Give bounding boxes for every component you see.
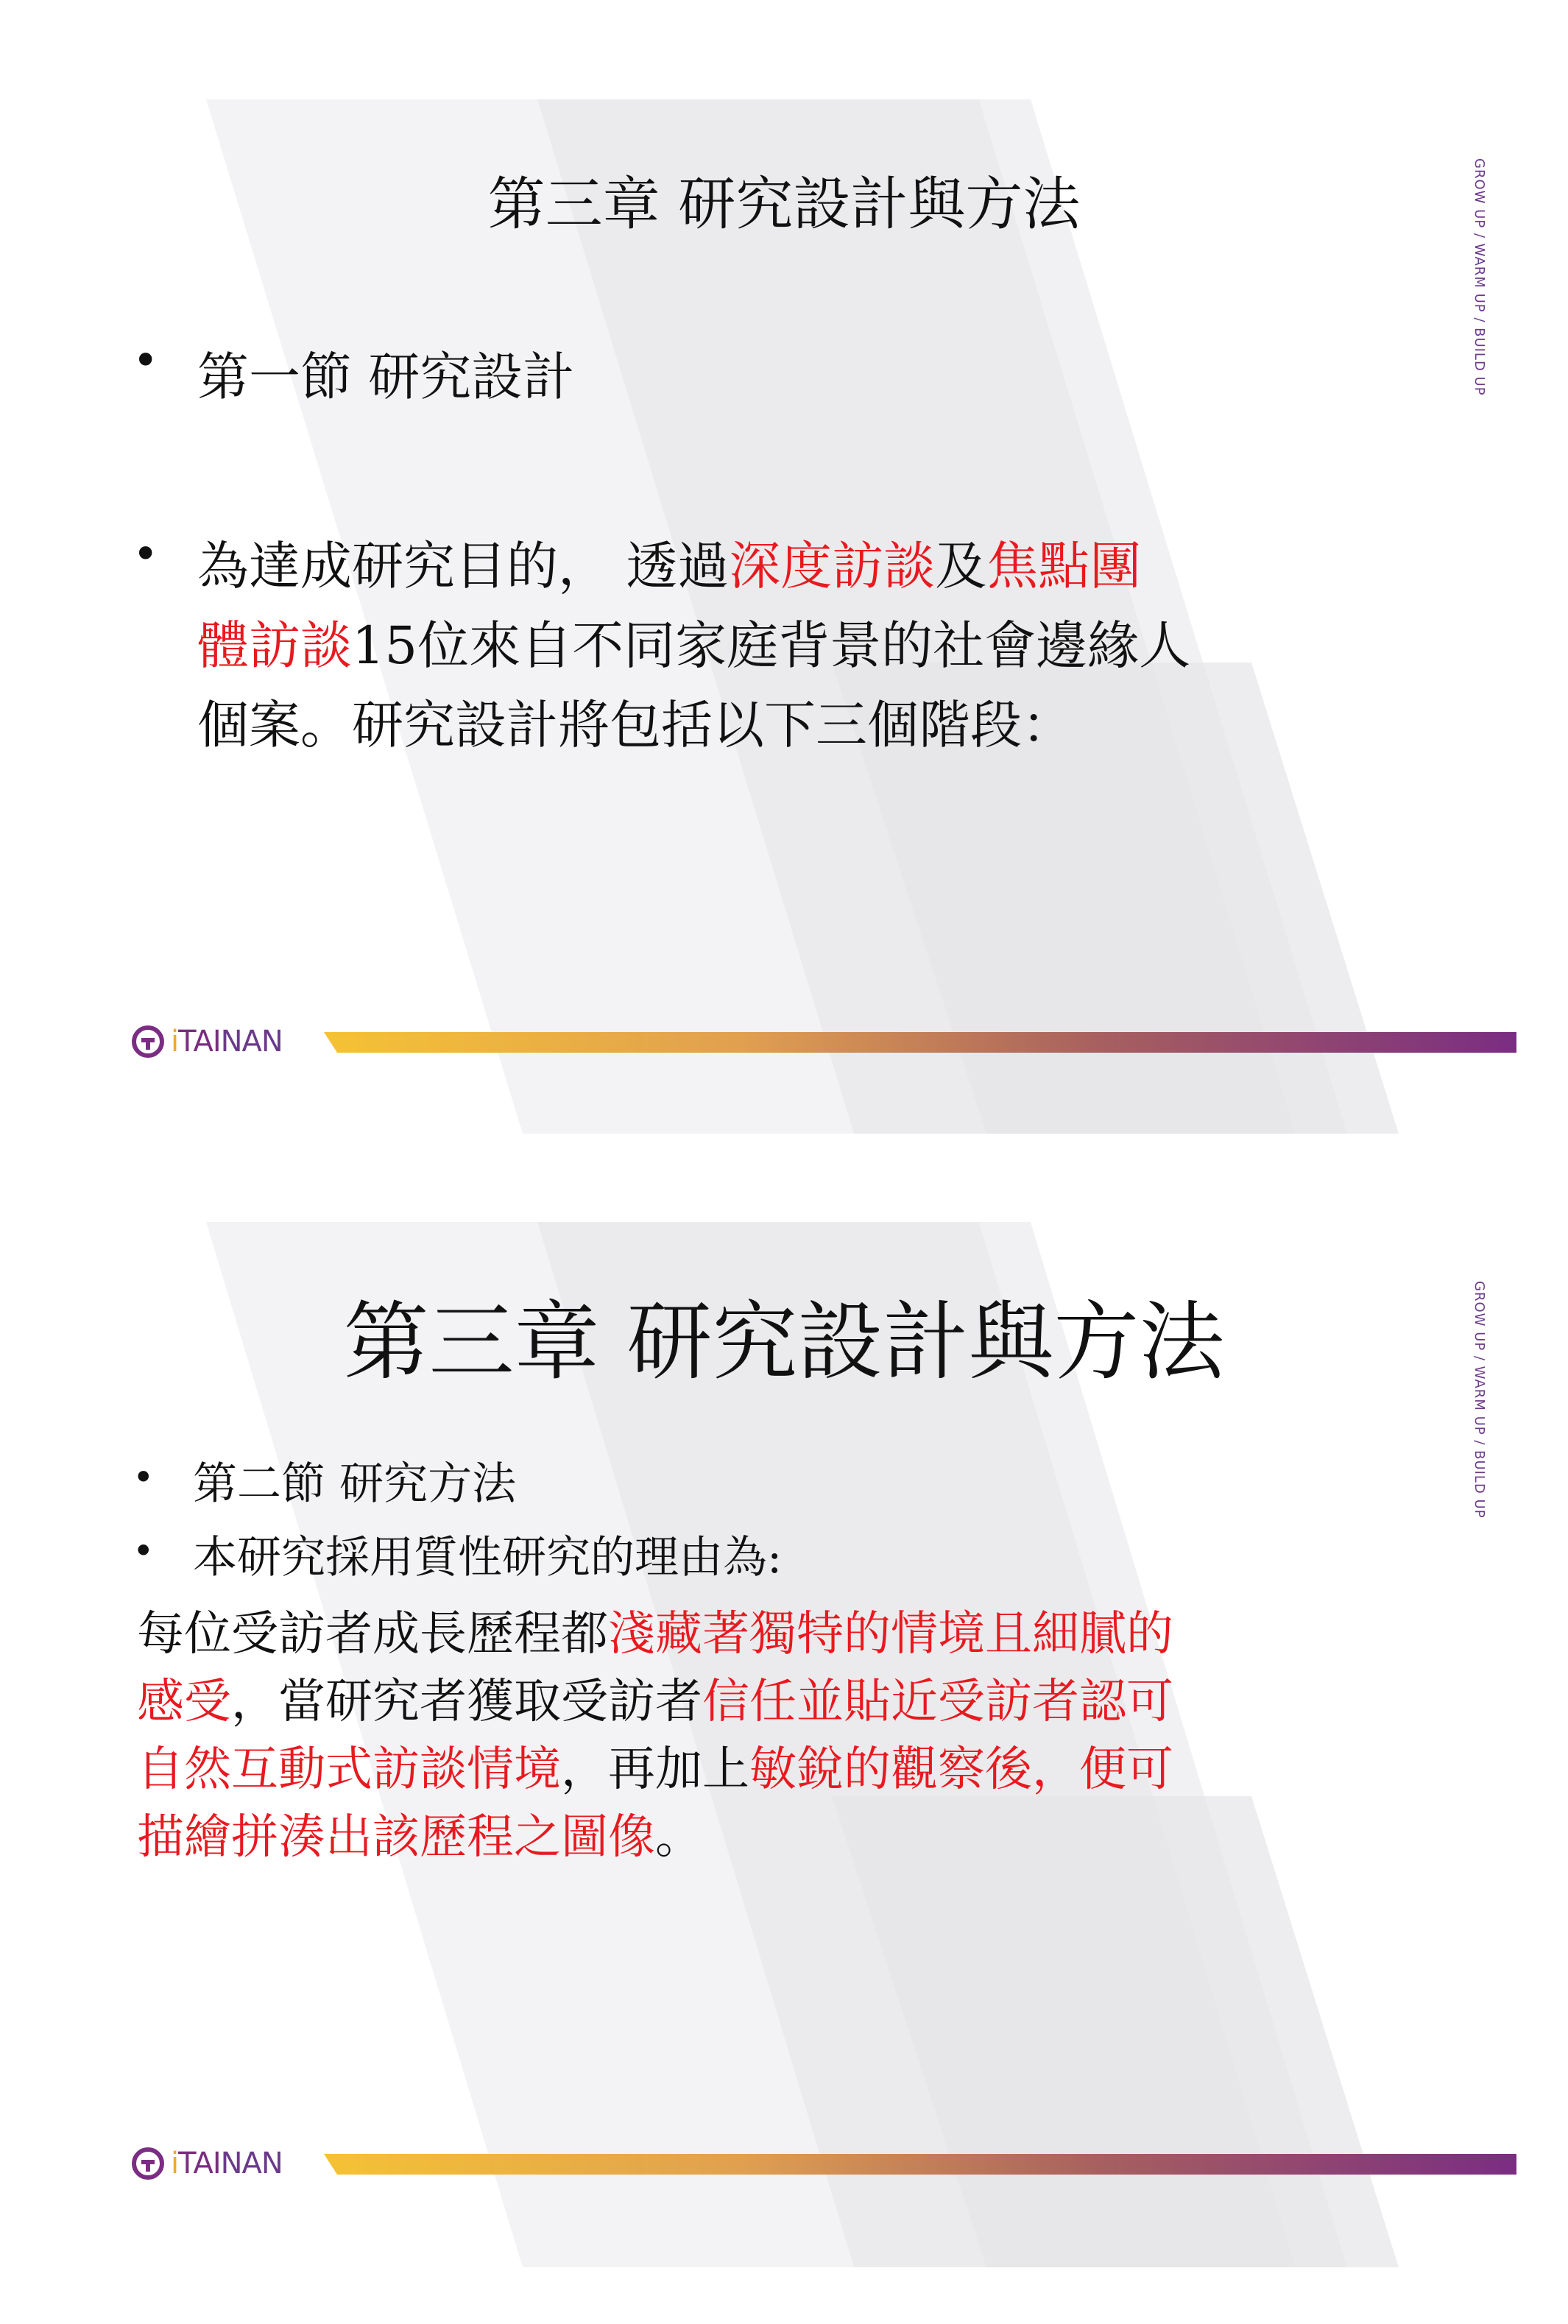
bullet-section-1 bbox=[197, 340, 574, 414]
bullet-line-2 bbox=[197, 606, 1463, 685]
bullet-research-design bbox=[197, 526, 1463, 765]
reason-paragraph bbox=[137, 1600, 1447, 1871]
text-segment: 為達成研究目的， 透過 bbox=[197, 536, 730, 596]
highlight-focus-group-cont: 體訪談 bbox=[197, 615, 352, 676]
bullet-line-3 bbox=[197, 685, 1463, 765]
slide-2 bbox=[0, 1134, 1568, 2267]
logo-nan: NAN bbox=[220, 1025, 283, 1059]
bullet-qualitative-reason: 本研究採用質性研究的理由為: bbox=[193, 1532, 783, 1583]
highlight-focus-group: 焦點團 bbox=[986, 536, 1142, 596]
bullet-dot: • bbox=[133, 1456, 155, 1499]
highlight-segment: 感受 bbox=[137, 1675, 231, 1729]
logo-tai: TAI bbox=[178, 1025, 221, 1059]
itainan-logo-icon bbox=[131, 1025, 165, 1059]
slide-1 bbox=[0, 0, 1568, 1134]
highlight-segment: 淺藏著獨特的情境且細膩的 bbox=[608, 1607, 1173, 1661]
slide-title: 第三章 研究設計與方法 bbox=[487, 172, 1081, 238]
itainan-logo bbox=[131, 1025, 283, 1059]
paragraph-line-3 bbox=[137, 1736, 1447, 1804]
side-tagline: GROW UP / WARM UP / BUILD UP bbox=[1472, 1281, 1487, 1519]
paragraph-line-4 bbox=[137, 1804, 1447, 1871]
bullet-section-2: 第二節 研究方法 bbox=[193, 1458, 517, 1510]
bullet-dot: • bbox=[133, 529, 159, 580]
text-segment: 每位受訪者成長歷程都 bbox=[137, 1607, 608, 1661]
itainan-logo-icon bbox=[131, 2147, 165, 2180]
highlight-segment: 信任並貼近受訪者認可 bbox=[702, 1675, 1173, 1729]
highlight-deep-interview: 深度訪談 bbox=[729, 536, 936, 596]
logo-nan: NAN bbox=[220, 2147, 283, 2180]
footer-gradient-bar bbox=[324, 2154, 1516, 2175]
side-tagline: GROW UP / WARM UP / BUILD UP bbox=[1472, 158, 1487, 396]
bullet-text: 第一節 研究設計 bbox=[197, 347, 575, 407]
logo-i: i bbox=[171, 2147, 179, 2180]
text-segment: ，再加上 bbox=[561, 1742, 749, 1797]
highlight-segment: 敏銳的觀察後 bbox=[749, 1742, 1032, 1797]
paragraph-line-1 bbox=[137, 1600, 1447, 1668]
slide-title: 第三章 研究設計與方法 bbox=[343, 1293, 1225, 1392]
highlight-segment: ，便可 bbox=[1032, 1742, 1173, 1797]
highlight-segment: 描繪拼湊出該歷程之圖像 bbox=[137, 1810, 655, 1865]
bullet-dot: • bbox=[133, 1530, 155, 1572]
itainan-logo bbox=[131, 2147, 283, 2180]
bullet-line-1 bbox=[197, 526, 1463, 606]
text-segment: 個案。研究設計將包括以下三個階段： bbox=[197, 695, 1073, 755]
paragraph-line-2 bbox=[137, 1668, 1447, 1736]
text-segment: 15位來自不同家庭背景的社會邊緣人 bbox=[352, 615, 1191, 676]
text-segment: ，當研究者獲取受訪者 bbox=[231, 1675, 702, 1729]
highlight-segment: 自然互動式訪談情境 bbox=[137, 1742, 561, 1797]
footer-gradient-bar bbox=[324, 1032, 1516, 1053]
bullet-dot: • bbox=[133, 335, 159, 386]
logo-i: i bbox=[171, 1025, 179, 1059]
text-segment: 。 bbox=[655, 1810, 702, 1865]
logo-tai: TAI bbox=[178, 2147, 221, 2180]
text-segment: 及 bbox=[935, 536, 987, 596]
